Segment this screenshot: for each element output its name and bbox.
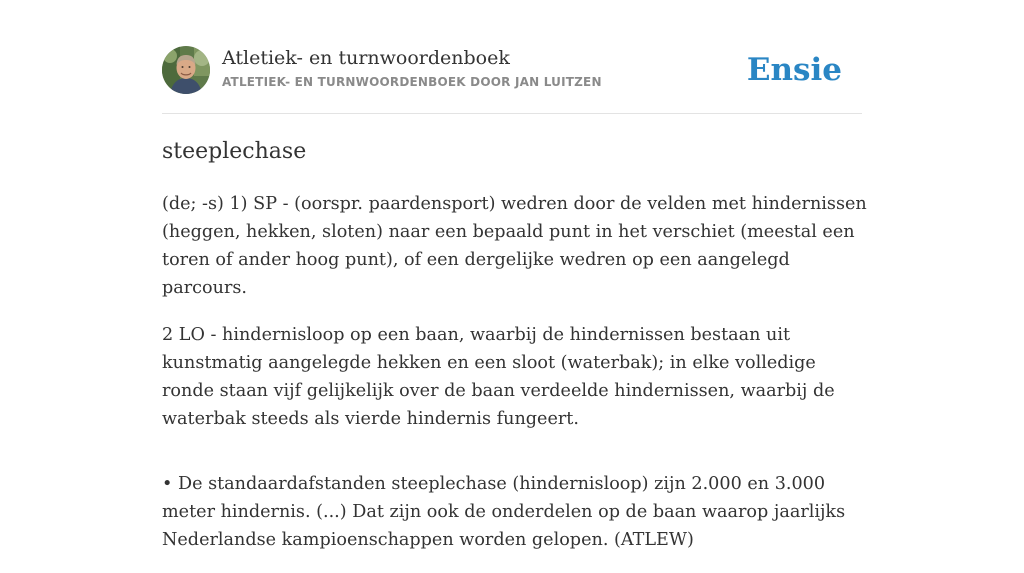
author-avatar[interactable]: [162, 46, 210, 94]
definition-paragraph-2: 2 LO - hindernisloop op een baan, waarbij de hindernissen bestaan uit kunstmatig aangelegde hekken en een sloot (waterbak); in elke volledige ronde staan vijf gelijkelijk over de baan verdeelde hindernissen, waarbij de waterbak steeds als vierde hindernis fungeert.: [162, 325, 835, 429]
book-subtitle[interactable]: ATLETIEK- EN TURNWOORDENBOEK DOOR JAN LUITZEN: [222, 75, 602, 89]
header: [162, 46, 862, 96]
entry-term: steeplechase: [162, 139, 307, 164]
avatar-portrait-icon: [162, 46, 210, 94]
definition-citation: • De standaardafstanden steeplechase (hindernisloop) zijn 2.000 en 3.000 meter hindernis. (...) Dat zijn ook de onderdelen op de baan waarop jaarlijks Nederlandse kampioenschappen worden gelopen. (ATLEW): [162, 474, 846, 550]
definition-paragraph-1: (de; -s) 1) SP - (oorspr. paardensport) wedren door de velden met hindernissen (heggen, hekken, sloten) naar een bepaald punt in het verschiet (meestal een toren of ander hoog punt), of een dergelijke wedren op een aangelegd parcours.: [162, 194, 867, 298]
book-title[interactable]: Atletiek- en turnwoordenboek: [222, 47, 510, 69]
entry-definition: [162, 190, 868, 573]
header-divider: [162, 113, 862, 114]
ensie-logo-link[interactable]: Ensie: [746, 52, 842, 88]
